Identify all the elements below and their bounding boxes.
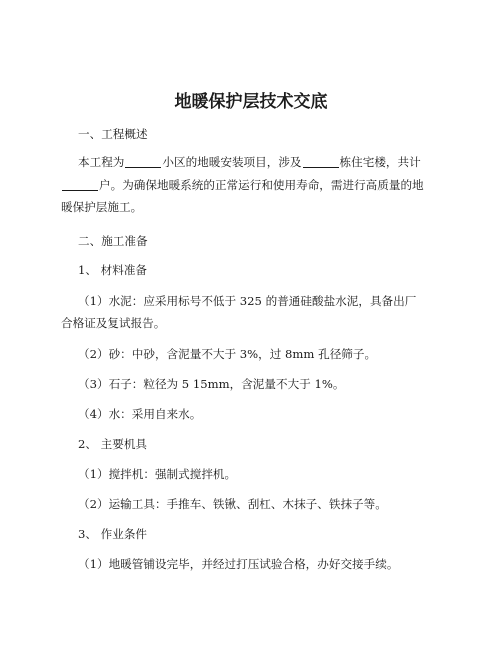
- material-cement-line1: （1）水泥：应采用标号不低于 325 的普通硅酸盐水泥，具备出厂: [78, 294, 417, 308]
- overview-text-d: 户。为确保地暖系统的正常运行和使用寿命，需进行高质量的地: [99, 178, 424, 192]
- equipment-transport: （2）运输工具：手推车、铁锹、刮杠、木抹子、铁抹子等。: [78, 497, 387, 511]
- blank-building-count: [303, 155, 339, 168]
- overview-text-a: 本工程为: [78, 155, 125, 169]
- overview-paragraph-line2: [61, 175, 424, 195]
- overview-text-c: 栋住宅楼，共计: [339, 155, 421, 169]
- condition-pipe-laid: （1）地暖管铺设完毕，并经过打压试验合格，办好交接手续。: [78, 557, 399, 571]
- material-gravel: （3）石子：粒径为 5 15mm，含泥量不大于 1%。: [78, 377, 345, 391]
- section-heading-preparation: 二、施工准备: [78, 234, 148, 248]
- overview-text-b: 小区的地暖安装项目，涉及: [162, 155, 302, 169]
- equipment-mixer: （1）搅拌机：强制式搅拌机。: [78, 467, 237, 481]
- subheading-equipment: 2、 主要机具: [78, 437, 148, 451]
- subheading-materials: 1、 材料准备: [78, 263, 148, 277]
- overview-paragraph-line1: [78, 152, 421, 172]
- material-sand: （2）砂：中砂，含泥量不大于 3%，过 8mm 孔径筛子。: [78, 347, 377, 361]
- material-water: （4）水：采用自来水。: [78, 407, 202, 421]
- document-title: 地暖保护层技术交底: [174, 92, 328, 112]
- subheading-conditions: 3、 作业条件: [78, 527, 148, 541]
- material-cement-line2: 合格证及复试报告。: [61, 316, 166, 330]
- overview-paragraph-line3: 暖保护层施工。: [61, 200, 143, 214]
- section-heading-overview: 一、工程概述: [78, 127, 148, 141]
- blank-community-name: [125, 155, 161, 168]
- blank-household-count: [62, 178, 98, 191]
